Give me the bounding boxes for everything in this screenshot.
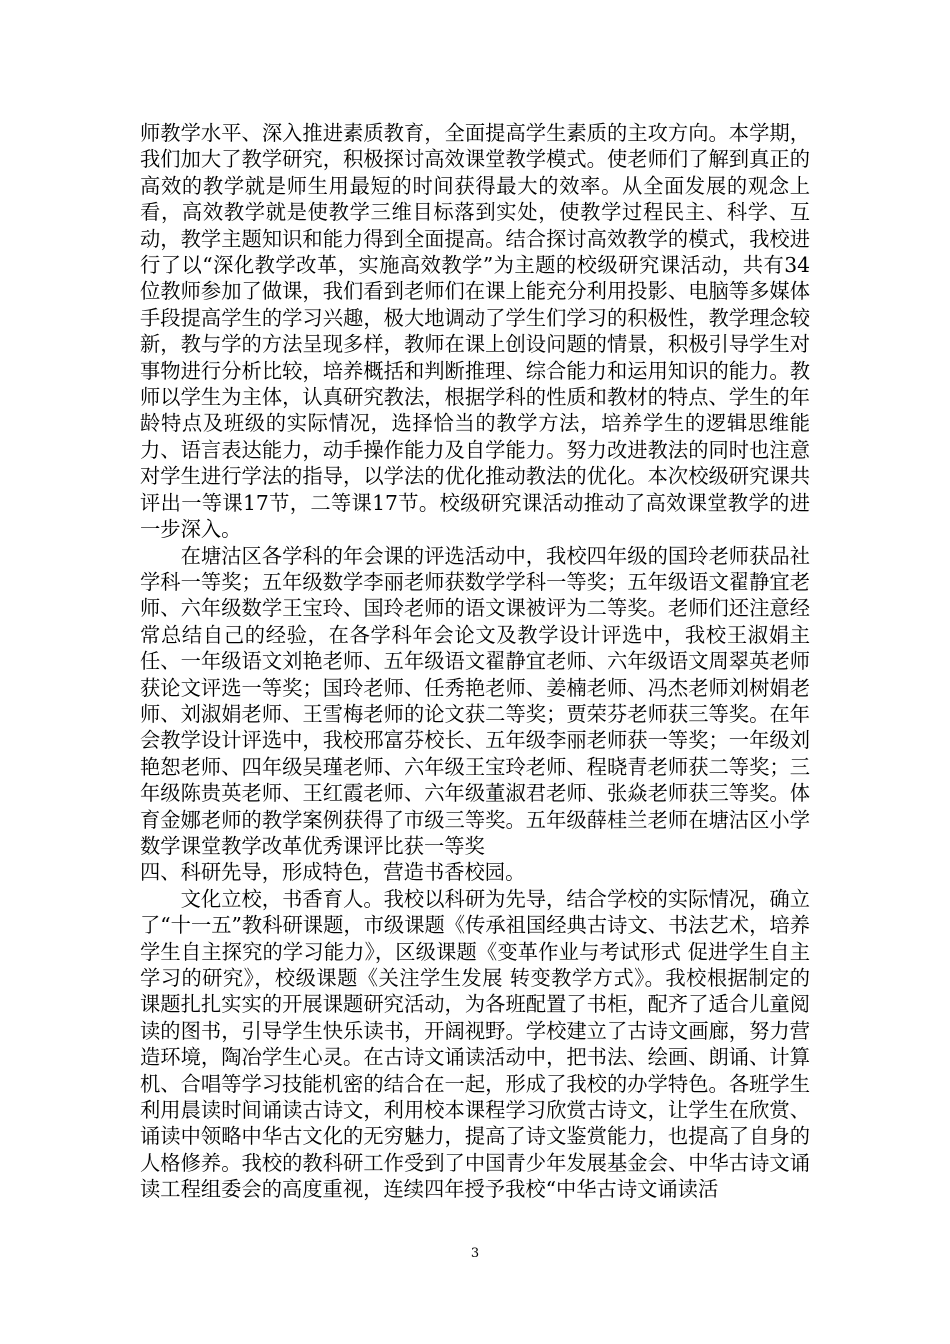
page-number: 3: [470, 1246, 480, 1261]
paragraph-culture: 文化立校，书香育人。我校以科研为先导，结合学校的实际情况，确立了“十一五”教科研课题，市级课题《传承祖国经典古诗文、书法艺术，培养学生自主探究的学习能力》，区级课题《变革作业与考试形式 促进学生自主学习的研究》，校级课题《关注学生发展 转变教学方式》。我校根据制定的课题扎扎实实的开展课题研究活动，为各班配置了书柜，配齐了适合儿童阅读的图书，引导学生快乐读书，开阔视野。学校建立了古诗文画廊，努力营造环境，陶冶学生心灵。在古诗文诵读活动中，把书法、绘画、朗诵、计算机、合唱等学习技能机密的结合在一起，形成了我校的办学特色。各班学生利用晨读时间诵读古诗文，利用校本课程学习欣赏古诗文，让学生在欣赏、诵读中领略中华古文化的无穷魅力，提高了诗文鉴赏能力，也提高了自身的人格修养。我校的教科研工作受到了中国青少年发展基金会、中华古诗文诵读工程组委会的高度重视，连续四年授予我校“中华古诗文诵读活: [140, 886, 810, 1202]
section-heading: 四、科研先导，形成特色，营造书香校园。: [140, 860, 526, 885]
paragraph-research-class: 师教学水平、深入推进素质教育，全面提高学生素质的主攻方向。本学期，我们加大了教学研究，积极探讨高效课堂教学模式。使老师们了解到真正的高效的教学就是师生用最短的时间获得最大的效率。从全面发展的观念上看，高效教学就是使教学三维目标落到实处，使教学过程民主、科学、互动，教学主题知识和能力得到全面提高。结合探讨高效教学的模式，我校进行了以“深化教学改革，实施高效教学”为主题的校级研究课活动，共有34位教师参加了做课，我们看到老师们在课上能充分利用投影、电脑等多媒体手段提高学生的学习兴趣，极大地调动了学生们学习的积极性，教学理念较新，教与学的方法呈现多样，教师在课上创设问题的情景，积极引导学生对事物进行分析比较，培养概括和判断推理、综合能力和运用知识的能力。教师以学生为主体，认真研究教法，根据学科的性质和教材的特点、学生的年龄特点及班级的实际情况，选择恰当的教学方法，培养学生的逻辑思维能力、语言表达能力，动手操作能力及自学能力。努力改进教法的同时也注意对学生进行学法的指导，以学法的优化推动教法的优化。本次校级研究课共评出一等课17节，二等课17节。校级研究课活动推动了高效课堂教学的进一步深入。: [140, 121, 810, 542]
paragraph-awards: 在塘沽区各学科的年会课的评选活动中，我校四年级的国玲老师获品社学科一等奖；五年级数学李丽老师获数学学科一等奖；五年级语文翟静宜老师、六年级数学王宝玲、国玲老师的语文课被评为二等奖。老师们还注意经常总结自己的经验，在各学科年会论文及教学设计评选中，我校王淑娟主任、一年级语文刘艳老师、五年级语文翟静宜老师、六年级语文周翠英老师获论文评选一等奖；国玲老师、任秀艳老师、姜楠老师、冯杰老师刘树娟老师、刘淑娟老师、王雪梅老师的论文获二等奖；贾荣芬老师获三等奖。在年会教学设计评选中，我校邢富芬校长、五年级李丽老师获一等奖；一年级刘艳恕老师、四年级吴瑾老师、六年级王宝玲老师、程晓青老师获二等奖；三年级陈贵英老师、王红霞老师、六年级董淑君老师、张焱老师获三等奖。体育金娜老师的教学案例获得了市级三等奖。五年级薛桂兰老师在塘沽区小学数学课堂教学改革优秀课评比获一等奖: [140, 543, 810, 858]
body-text: [140, 120, 810, 1203]
